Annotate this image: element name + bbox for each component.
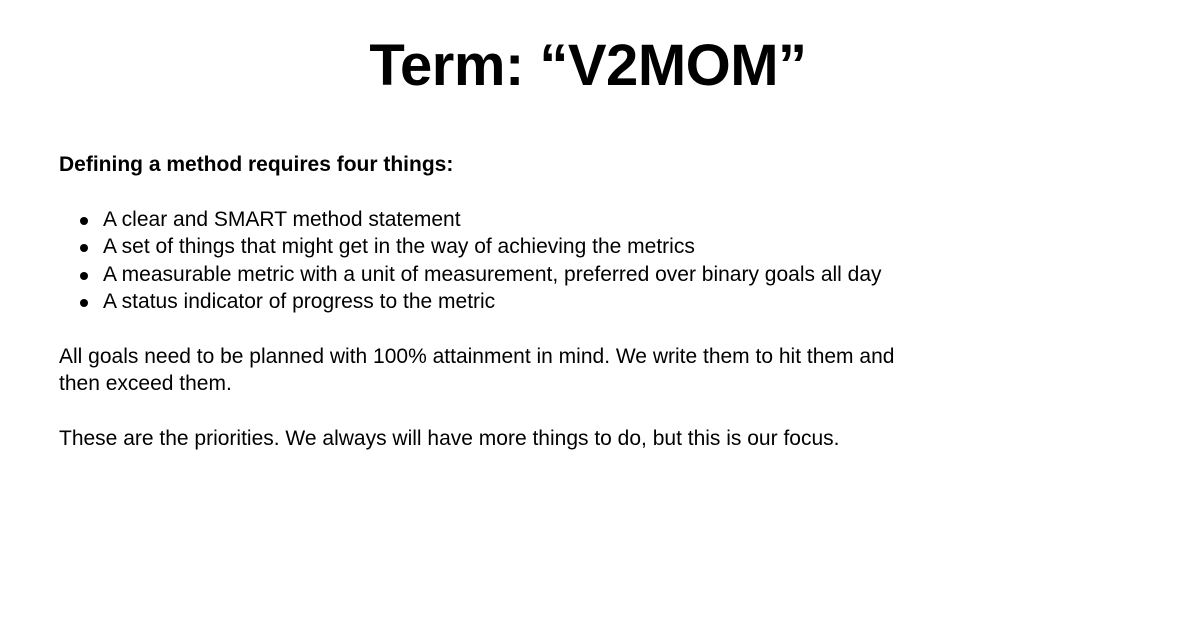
bullet-icon: [80, 244, 88, 252]
bullet-item: [59, 206, 919, 234]
bullet-item: [59, 288, 919, 316]
bullet-text: A set of things that might get in the way of achieving the metrics: [103, 235, 695, 258]
slide-title: Term: “V2MOM”: [369, 33, 807, 98]
bullet-icon: [80, 272, 88, 280]
slide-body: [59, 151, 919, 452]
bullet-list: [59, 206, 919, 316]
priorities-paragraph: These are the priorities. We always will have more things to do, but this is our focus.: [59, 426, 840, 450]
attainment-paragraph: All goals need to be planned with 100% attainment in mind. We write them to hit them and then exceed them.: [59, 344, 895, 395]
bullet-item: [59, 233, 919, 261]
lead-text: Defining a method requires four things:: [59, 153, 454, 176]
bullet-icon: [80, 299, 88, 307]
bullet-text: A clear and SMART method statement: [103, 207, 461, 231]
bullet-item: [59, 261, 919, 289]
bullet-icon: [80, 217, 88, 225]
bullet-text: A measurable metric with a unit of measurement, preferred over binary goals all day: [103, 262, 882, 286]
bullet-text: A status indicator of progress to the metric: [103, 290, 496, 313]
